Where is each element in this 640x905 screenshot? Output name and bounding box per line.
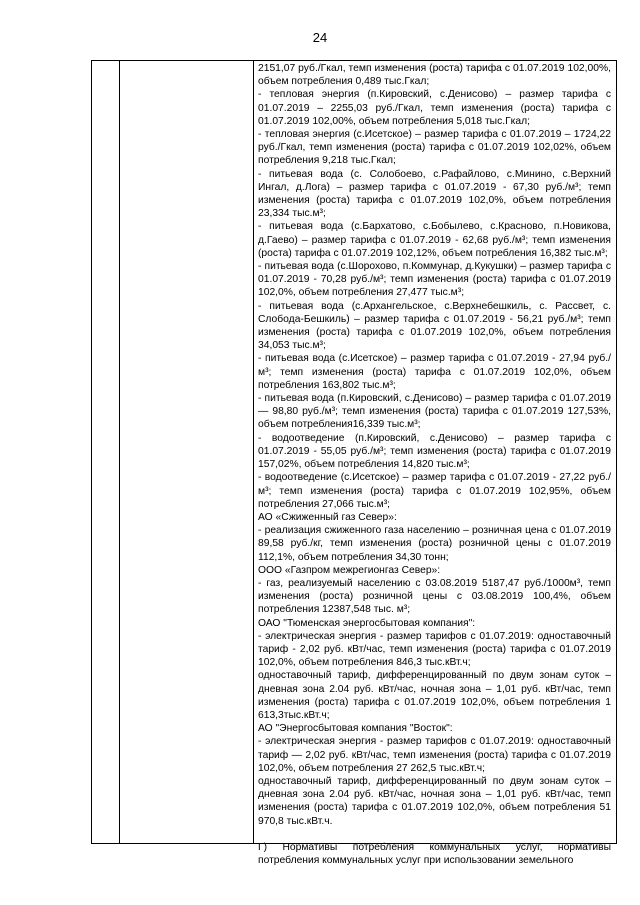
column-divider [119, 61, 120, 843]
paragraph: - водоотведение (с.Исетское) – размер тарифа с 01.07.2019 - 27,22 руб./м³; темп изменения (роста) тарифа с 01.07.2019 102,95%, объем потребления 27,066 тыс.м³; [258, 472, 611, 510]
paragraph: одноставочный тариф, дифференцированный по двум зонам суток – дневная зона 2.04 руб. кВт/час, ночная зона – 1,01 руб. кВт/час, темп изменения (роста) тарифа с 01.07.2019 102,0%, объем потребления 51 970,8 тыс.кВт.ч. [258, 775, 611, 827]
paragraph: - питьевая вода (п.Кировский, с.Денисово) – размер тарифа с 01.07.2019 — 98,80 руб./м³; темп изменения (роста) тарифа с 01.07.2019 127,53%, объем потребления16,339 тыс.м³; [258, 393, 611, 431]
paragraph: одноставочный тариф, дифференцированный по двум зонам суток – дневная зона 2.04 руб. кВт/час, ночная зона – 1,01 руб. кВт/час, темп изменения (роста) тарифа с 01.07.2019 102,0%, объем потребления 1 613,3тыс.кВт.ч; [258, 670, 611, 721]
column-divider [253, 61, 254, 843]
section-heading: Г) Нормативы потребления коммунальных услуг, нормативы потребления коммунальных услуг при использовании земельного [258, 841, 611, 866]
paragraph: - электрическая энергия - размер тарифов с 01.07.2019: одноставочный тариф — 2,02 руб. кВт/час, темп изменения (роста) тарифа с 01.07.2019 102,0%, объем потребления 27 262,5 тыс.кВт.ч; [258, 736, 611, 774]
company-heading: АО "Энергосбытовая компания "Восток": [258, 723, 453, 735]
paragraph: - тепловая энергия (п.Кировский, с.Денисово) – размер тарифа с 01.07.2019 – 2255,03 руб./Гкал, темп изменения (роста) тарифа с 01.07.2019 102,00%, объем потребления 5,018 тыс.Гкал; [258, 89, 611, 127]
paragraph: - питьевая вода (с.Шорохово, п.Коммунар, д.Кукушки) – размер тарифа с 01.07.2019 - 70,28 руб./м³; темп изменения (роста) тарифа с 01.07.2019 102,0%, объем потребления 27,477 тыс.м³; [258, 261, 611, 299]
paragraph: - газ, реализуемый населению с 03.08.2019 5187,47 руб./1000м³, темп изменения (роста) розничной цены с 03.08.2019 100,4%, объем потребления 12387,548 тыс. м³; [258, 577, 611, 616]
spacer [258, 828, 611, 841]
paragraph: - водоотведение (п.Кировский, с.Денисово) – размер тарифа с 01.07.2019 - 55,05 руб./м³; темп изменения (роста) тарифа с 01.07.2019 157,02%, объем потребления 14,820 тыс.м³; [258, 432, 611, 471]
company-heading: ОАО "Тюменская энергосбытовая компания": [258, 617, 476, 629]
paragraph: - питьевая вода (с. Солобоево, с.Рафайлово, с.Минино, с.Верхний Ингал, д.Лога) – размер тарифа с 01.07.2019 - 67,30 руб./м³; темп изменения (роста) тарифа с 01.07.2019 102,0%, объем потребления 23,334 тыс.м³; [258, 168, 611, 220]
page-number: 24 [312, 30, 328, 45]
paragraph: - реализация сжиженного газа населению – розничная цена с 01.07.2019 89,58 руб./кг, темп изменения (роста) розничной цены с 01.07.2019 112,1%, объем потребления 34,30 тонн; [258, 525, 611, 563]
paragraph: 2151,07 руб./Гкал, темп изменения (роста) тарифа с 01.07.2019 102,00%, объем потребления 0,489 тыс.Гкал; [258, 63, 611, 88]
company-heading: ООО «Газпром межрегионгаз Север»: [258, 564, 441, 576]
paragraph: - электрическая энергия - размер тарифов с 01.07.2019: одноставочный тариф - 2,02 руб. кВт/час, темп изменения (роста) тарифа с 01.07.2019 102,0%, объем потребления 846,3 тыс.кВт.ч; [258, 630, 611, 669]
document-table [91, 60, 617, 866]
company-heading: АО «Сжиженный газ Север»: [258, 511, 397, 523]
paragraph: - тепловая энергия (с.Исетское) – размер тарифа с 01.07.2019 – 1724,22 руб./Гкал, темп изменения (роста) тарифа с 01.07.2019 102,02%, объем потребления 9,218 тыс.Гкал; [258, 129, 611, 167]
table-cell-content [258, 62, 611, 867]
paragraph: - питьевая вода (с.Архангельское, с.Верхнебешкиль, с. Рассвет, с. Слобода-Бешкиль) – размер тарифа с 01.07.2019 - 56,21 руб./м³; темп изменения (роста) тарифа с 01.07.2019 102,0%, объем потребления 34,053 тыс.м³; [258, 300, 611, 352]
paragraph: - питьевая вода (с.Бархатово, с.Бобылево, с.Красново, п.Новикова, д.Гаево) – размер тарифа с 01.07.2019 - 62,68 руб./м³; темп изменения (роста) тарифа с 01.07.2019 102,12%, объем потребления 16,382 тыс.м³; [258, 221, 611, 259]
paragraph: - питьевая вода (с.Исетское) – размер тарифа с 01.07.2019 - 27,94 руб./м³; темп изменения (роста) тарифа с 01.07.2019 102,0%, объем потребления 163,802 тыс.м³; [258, 353, 611, 391]
